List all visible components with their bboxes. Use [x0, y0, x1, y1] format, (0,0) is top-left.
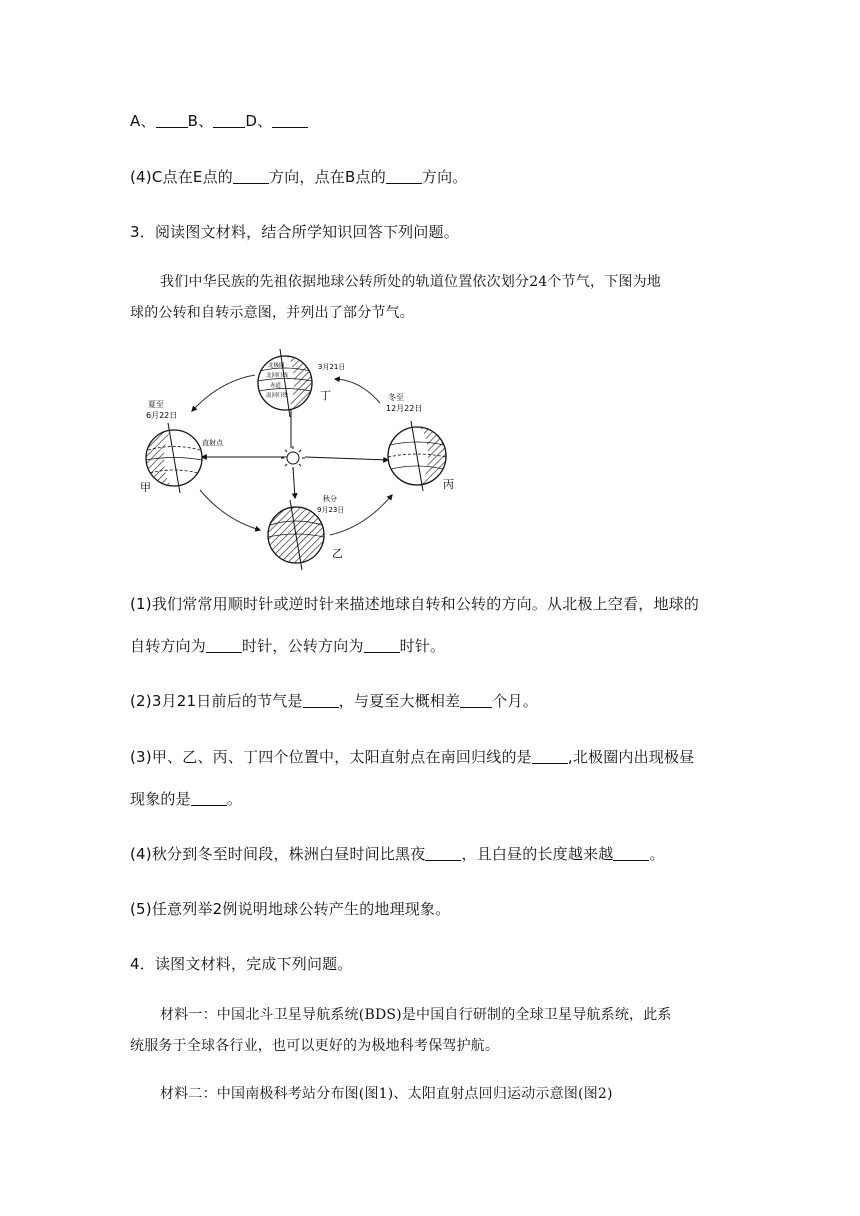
q4-m1-line2: 统服务于全球各行业，也可以更好的为极地科考保驾护航。 [130, 1038, 500, 1054]
label-summer-name: 夏至 [148, 400, 164, 409]
orbit-arrow-2 [200, 490, 260, 530]
q3-p4-text: (4)秋分到冬至时间段，株洲白昼时间比黑夜 [130, 845, 426, 863]
label-summer-date: 6月22日 [146, 411, 178, 420]
q3-intro-line2: 球的公转和自转示意图，并列出了部分节气。 [130, 305, 414, 321]
label-ding-lat1: 北极圈 [268, 363, 285, 369]
q3-p1-line2 [130, 635, 445, 656]
earth-ding [258, 349, 312, 417]
blank-d[interactable] [272, 113, 308, 128]
q3-p2-text: (2)3月21日前后的节气是 [130, 692, 303, 710]
q4-title: 4．读图文材料，完成下列问题。 [130, 955, 353, 973]
earth-bing [388, 421, 446, 491]
q3-intro-line1: 我们中华民族的先祖依据地球公转所处的轨道位置依次划分24个节气，下图为地 [160, 274, 662, 290]
q3-p3-line2 [130, 788, 242, 809]
blank-q3-1a[interactable] [206, 638, 242, 653]
q3-p3-text-post: ,北极圈内出现极昼 [567, 748, 695, 766]
label-jia: 甲 [140, 481, 151, 494]
q3-p4-text-post: 。 [649, 845, 665, 863]
q3-p3-text2-post: 。 [226, 790, 243, 808]
q3-p1-text-mid: 时针，公转方向为 [242, 637, 364, 655]
blank-q2-4a[interactable] [233, 169, 269, 184]
q3-p3-text: (3)甲、乙、丙、丁四个位置中，太阳直射点在南回归线的是 [130, 748, 532, 766]
label-ding-lat3: 赤道 [270, 383, 282, 389]
label-bing: 丙 [443, 478, 454, 491]
blank-a[interactable] [156, 113, 188, 128]
q4-m2-line: 材料二：中国南极科考站分布图(图1)、太阳直射点回归运动示意图(图2) [160, 1086, 613, 1102]
q3-p3-line1 [130, 746, 694, 767]
q3-title: 3．阅读图文材料，结合所学知识回答下列问题。 [130, 223, 459, 241]
label-b: B、 [187, 112, 214, 130]
orbit-arrow-1 [192, 375, 255, 411]
label-winter-name: 冬至 [388, 393, 404, 402]
label-autumn-date: 9月23日 [317, 506, 345, 514]
sun-icon [281, 446, 305, 470]
blank-q3-1b[interactable] [364, 638, 400, 653]
q2-part4-text: (4)C点在E点的 [130, 168, 233, 186]
blank-q3-2b[interactable] [460, 693, 492, 708]
blank-q3-4b[interactable] [613, 846, 649, 861]
label-direct-point: 直射点 [202, 439, 223, 447]
orbit-arrow-3 [330, 495, 392, 535]
q3-p3-text2: 现象的是 [130, 790, 191, 808]
label-a: A、 [130, 112, 156, 130]
q3-p2-text-mid: ，与夏至大概相差 [338, 692, 461, 710]
q3-p4-line [130, 843, 665, 864]
q3-p1-line1: (1)我们常常用顺时针或逆时针来描述地球自转和公转的方向。从北极上空看，地球的 [130, 595, 700, 613]
blank-q3-2a[interactable] [303, 693, 339, 708]
label-yi: 乙 [332, 547, 343, 560]
q2-part4-text-mid: 方向，点在B点的 [269, 168, 386, 186]
orbit-arrow-4 [335, 379, 380, 403]
q3-p1-text: 自转方向为 [130, 637, 207, 655]
label-ding: 丁 [320, 389, 331, 402]
q3-p5-line: (5)任意列举2例说明地球公转产生的地理现象。 [130, 900, 451, 918]
q4-m1-line1: 材料一：中国北斗卫星导航系统(BDS)是中国自行研制的全球卫星导航系统，此系 [160, 1007, 672, 1023]
earth-orbit-diagram [130, 345, 480, 575]
q2-part4-line [130, 166, 468, 187]
label-d: D、 [245, 112, 273, 130]
blank-q2-4b[interactable] [386, 169, 422, 184]
blank-q3-3a[interactable] [532, 749, 568, 764]
q2-part3-line [130, 110, 308, 131]
blank-q3-4a[interactable] [425, 846, 461, 861]
q3-p2-line [130, 690, 538, 711]
label-winter-date: 12月22日 [386, 404, 423, 413]
blank-b[interactable] [213, 113, 245, 128]
label-ding-lat2: 北回归线 [266, 373, 289, 379]
blank-q3-3b[interactable] [191, 791, 227, 806]
q3-p2-text-post: 个月。 [492, 692, 538, 710]
q3-p1-text-post: 时针。 [399, 637, 446, 655]
label-ding-lat4: 南回归线 [266, 393, 289, 399]
q2-part4-text-post: 方向。 [421, 168, 468, 186]
label-spring-date: 3月21日 [318, 363, 346, 371]
earth-jia [146, 423, 202, 493]
q3-p4-text-mid: ，且白昼的长度越来越 [461, 845, 614, 863]
earth-yi [268, 500, 324, 570]
label-autumn-name: 秋分 [323, 495, 337, 503]
